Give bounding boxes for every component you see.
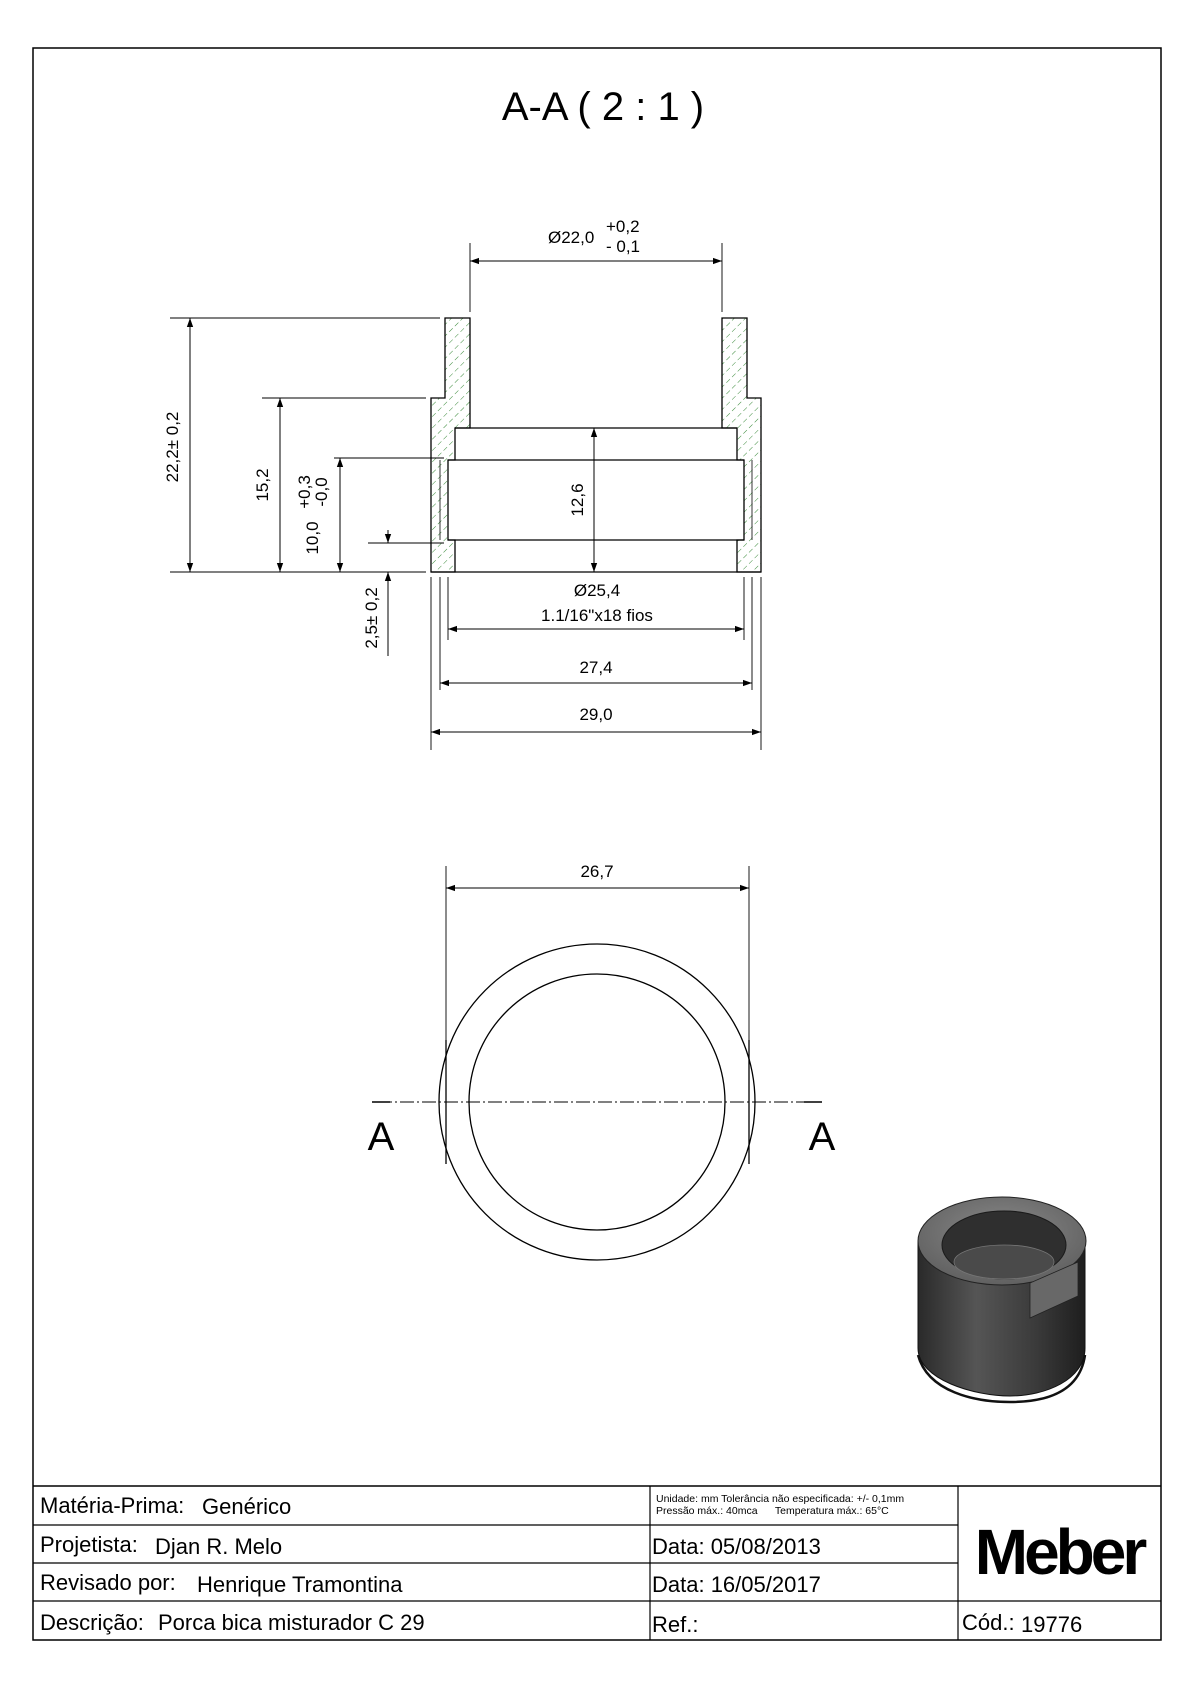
- company-logo: Meber: [974, 1516, 1144, 1588]
- cod-label: Cód.:: [962, 1610, 1015, 1635]
- title-block: [33, 1486, 1161, 1640]
- thread-depth-label: 12,6: [568, 483, 587, 517]
- ref-label: Ref.:: [652, 1612, 699, 1637]
- descricao-value: Porca bica misturador C 29: [158, 1610, 425, 1635]
- thread-diameter-label: Ø25,4: [573, 581, 621, 600]
- total-height-label: 22,2± 0,2: [163, 411, 182, 483]
- height-100-tol-minus: -0,0: [312, 477, 331, 507]
- height-152-label: 15,2: [253, 468, 272, 502]
- revisado-label: Revisado por:: [40, 1570, 176, 1595]
- section-marker-right: A: [808, 1115, 836, 1159]
- notes-line-1: Unidade: mm Tolerância não especificada: +/- 0,1mm: [656, 1493, 905, 1505]
- descricao-label: Descrição:: [40, 1610, 144, 1635]
- height-100-label: 10,0: [303, 521, 322, 555]
- date-revised: Data: 16/05/2017: [652, 1572, 821, 1597]
- materia-value: Genérico: [202, 1494, 292, 1519]
- section-marker-left: A: [367, 1115, 395, 1159]
- thread-spec-label: 1.1/16"x18 fios: [541, 606, 653, 625]
- materia-label: Matéria-Prima:: [40, 1493, 185, 1518]
- width-290-label: 29,0: [579, 705, 613, 724]
- cod-value: 19776: [1021, 1612, 1083, 1637]
- left-wall-hatch: [431, 318, 470, 572]
- top-view: [368, 862, 836, 1260]
- projetista-label: Projetista:: [40, 1532, 138, 1557]
- right-wall-hatch: [722, 318, 761, 572]
- bottom-height-label: 2,5± 0,2: [362, 587, 381, 649]
- projetista-value: Djan R. Melo: [155, 1534, 283, 1559]
- flat-width-label: 26,7: [580, 862, 614, 881]
- view-title: A-A ( 2 : 1 ): [501, 85, 705, 129]
- height-100-tol-plus: +0,3: [295, 475, 314, 509]
- section-view: [163, 217, 761, 750]
- render-thread: [954, 1245, 1054, 1279]
- bore-diameter-label: Ø22,0: [548, 228, 595, 247]
- bore-tol-plus: +0,2: [606, 217, 640, 236]
- date-designed: Data: 05/08/2013: [652, 1534, 821, 1559]
- width-274-label: 27,4: [579, 658, 613, 677]
- part-3d-render: [918, 1197, 1086, 1402]
- bore-tol-minus: - 0,1: [606, 237, 641, 256]
- notes-line-2: Pressão máx.: 40mca Temperatura máx.: 65°C: [656, 1505, 889, 1517]
- revisado-value: Henrique Tramontina: [197, 1572, 403, 1597]
- outer-circle: [439, 944, 755, 1260]
